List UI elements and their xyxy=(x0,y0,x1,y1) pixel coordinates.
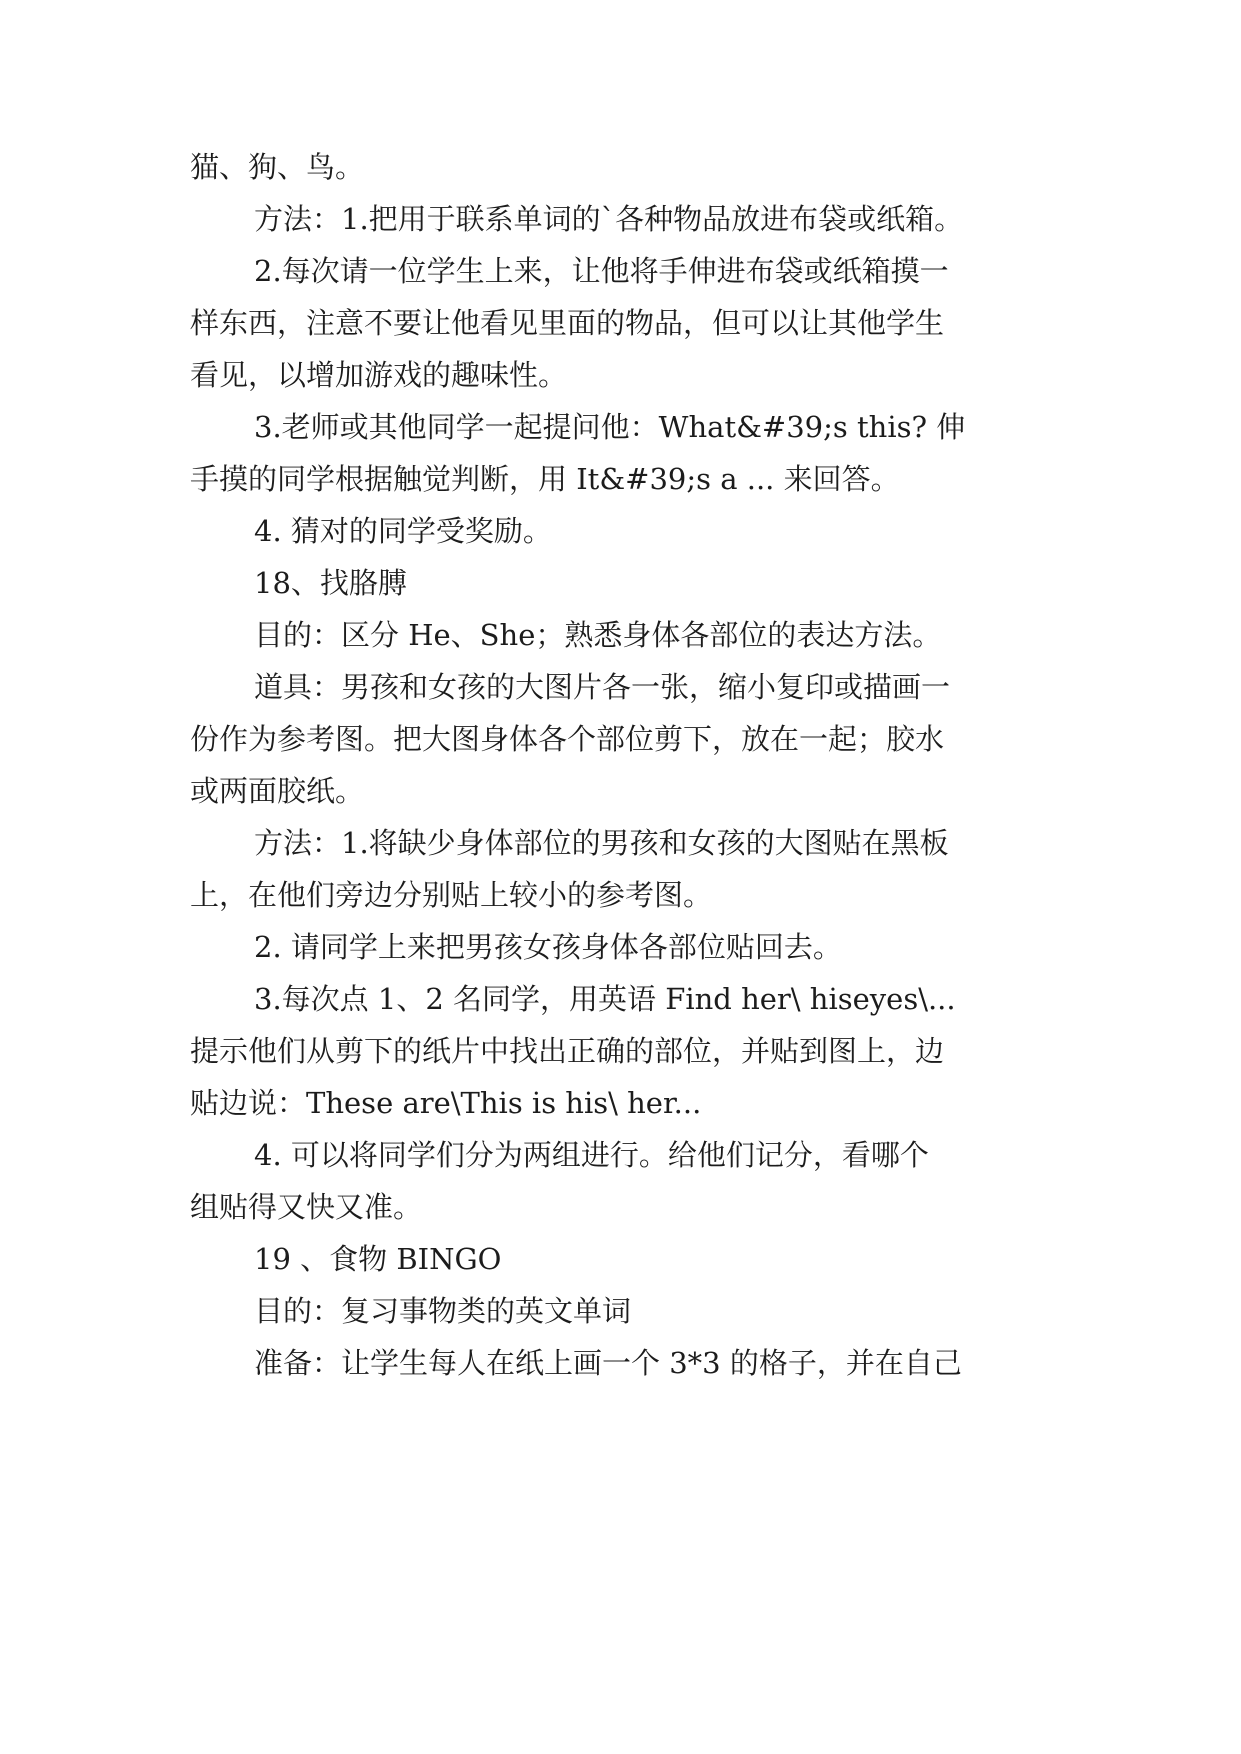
text-line-19: 贴边说：These are\This is his\ her... xyxy=(190,1086,702,1120)
text-line-10: 目的：区分 He、She；熟悉身体各部位的表达方法。 xyxy=(254,618,942,652)
text-line-20: 4. 可以将同学们分为两组进行。给他们记分，看哪个 xyxy=(254,1138,929,1172)
text-line-4: 样东西，注意不要让他看见里面的物品，但可以让其他学生 xyxy=(190,306,945,340)
text-line-23: 目的：复习事物类的英文单词 xyxy=(254,1294,632,1328)
text-line-8: 4. 猜对的同学受奖励。 xyxy=(254,514,552,548)
text-line-7: 手摸的同学根据触觉判断，用 It&#39;s a ... 来回答。 xyxy=(190,462,900,496)
text-line-5: 看见，以增加游戏的趣味性。 xyxy=(190,358,568,392)
text-line-17: 3.每次点 1、2 名同学，用英语 Find her\ hiseyes\... xyxy=(254,982,956,1016)
text-line-6: 3.老师或其他同学一起提问他：What&#39;s this? 伸 xyxy=(254,410,966,444)
text-line-1: 猫、狗、鸟。 xyxy=(190,150,365,184)
text-line-21: 组贴得又快又准。 xyxy=(190,1190,423,1224)
text-line-2: 方法：1.把用于联系单词的`各种物品放进布袋或纸箱。 xyxy=(254,202,964,236)
text-line-15: 上，在他们旁边分别贴上较小的参考图。 xyxy=(190,878,713,912)
section-heading-18: 18、找胳膊 xyxy=(254,566,407,600)
text-line-18: 提示他们从剪下的纸片中找出正确的部位，并贴到图上，边 xyxy=(190,1034,945,1068)
text-line-14: 方法：1.将缺少身体部位的男孩和女孩的大图贴在黑板 xyxy=(254,826,949,860)
section-heading-19: 19 、食物 BINGO xyxy=(254,1242,502,1276)
text-line-11: 道具：男孩和女孩的大图片各一张，缩小复印或描画一 xyxy=(254,670,951,704)
text-line-24: 准备：让学生每人在纸上画一个 3*3 的格子，并在自己 xyxy=(254,1346,962,1380)
text-line-13: 或两面胶纸。 xyxy=(190,774,365,808)
text-line-16: 2. 请同学上来把男孩女孩身体各部位贴回去。 xyxy=(254,930,842,964)
text-line-3: 2.每次请一位学生上来，让他将手伸进布袋或纸箱摸一 xyxy=(254,254,949,288)
text-line-12: 份作为参考图。把大图身体各个部位剪下，放在一起；胶水 xyxy=(190,722,945,756)
